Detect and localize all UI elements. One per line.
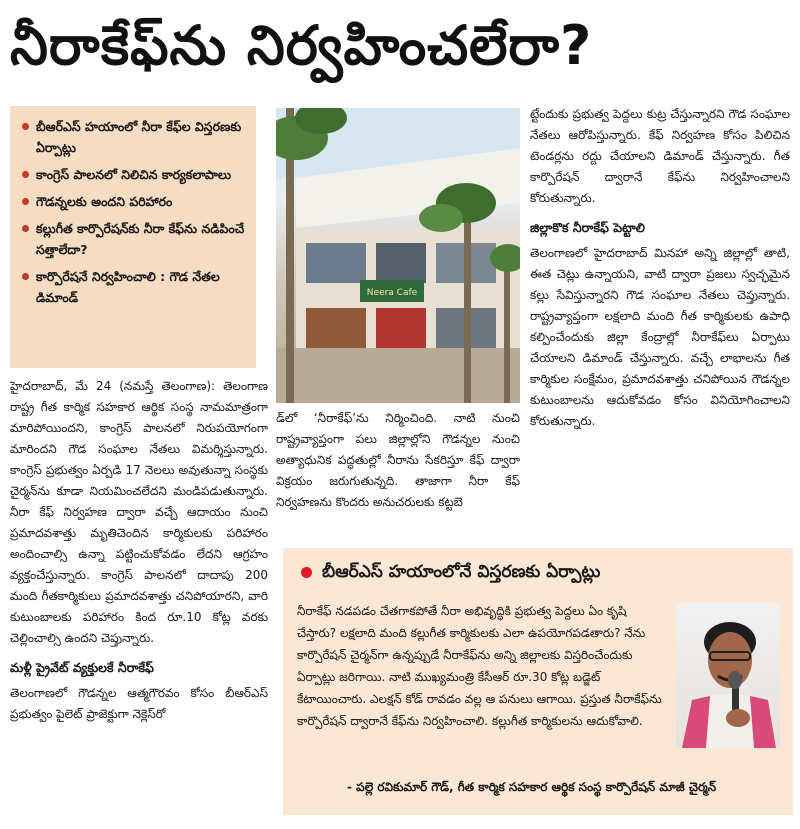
highlights-list: [20, 116, 248, 308]
highlights-box: [10, 106, 256, 368]
article-paragraph: డ్‌లో ‘నీరాకేఫ్‌’ను నిర్మించింది. నాటి నుంచి రాష్ట్రవ్యాప్తంగా పలు జిల్లాల్లోని గౌడన్నల నుంచి అత్యాధునిక పద్ధతుల్లో నీరాను సేకరిస్తూ కేఫ్‌ ద్వారా విక్రయం జరుగుతున్నది. తాజాగా నీరా కేఫ్‌ నిర్వహణను కొందరు అనుచరులకు కట్టబె: [276, 411, 520, 509]
headline: నీరాకేఫ్‌ను నిర్వహించలేరా?: [10, 14, 593, 77]
article-column-3: [530, 104, 790, 432]
neera-cafe-photo: [276, 108, 520, 403]
quote-callout-box: [283, 548, 793, 815]
callout-title-text: బీఆర్‌ఎస్‌ హయాంలోనే విస్తరణకు ఏర్పాట్లు: [322, 562, 601, 582]
subheading: మళ్లీ ప్రైవేట్‌ వ్యక్తులకే నీరాకేఫ్‌: [10, 660, 154, 675]
highlight-item: గౌడన్నలకు అందని పరిహారం: [20, 191, 248, 212]
article-column-2: [276, 408, 520, 513]
red-dot-icon: [301, 567, 312, 578]
article-paragraph: తెలంగాణలో గౌడన్నల ఆత్మగౌరవం కోసం బీఆర్‌ఎస్‌ ప్రభుత్వం పైలెట్‌ ప్రాజెక్టుగా నెక్లెస్‌రో: [10, 686, 268, 721]
cafe-sign: Neera Cafe: [366, 288, 418, 298]
callout-quote: నీరాకేఫ్‌ నడపడం చేతగాకపోతే నీరా అభివృద్ధికి ప్రభుత్వ పెద్దలు ఏం కృషి చేస్తారు? లక్షలాది మంది కల్లుగీత కార్మికులకు ఎలా ఉపయోగపడతారు? నేను కార్పొరేషన్‌ చైర్మన్‌గా ఉన్నప్పుడే నీరాకేఫ్‌ను అన్ని జిల్లాలకు విస్తరించేందుకు ఏర్పాట్లు జరిగాయి. నాటి ముఖ్యమంత్రి కేసీఆర్‌ రూ.30 కోట్ల బడ్జెట్‌ కేటాయించారు. ఎలక్షన్‌ కోడ్‌ రావడం వల్ల ఆ పనులు ఆగాయి. ప్రస్తుత నీరాకేఫ్‌ను కార్పొరేషన్‌ ద్వారానే కేఫ్‌ను నిర్వహించాలి. కల్లుగీత కార్మికులను ఆదుకోవాలి.: [297, 604, 662, 728]
callout-title: [301, 562, 600, 586]
article-paragraph: ట్టేందుకు ప్రభుత్వ పెద్దలు కుట్ర చేస్తున్నారని గౌడ సంఘాల నేతలు ఆరోపిస్తున్నారు. కేఫ్‌ నిర్వహణ కోసం పిలిచిన టెండర్లను రద్దు చేయాలని డిమాండ్‌ చేస్తున్నారు. గీత కార్పొరేషన్‌ ద్వారానే కేఫ్‌ను నిర్వహించాలని కోరుతున్నారు.: [530, 107, 790, 205]
subheading: జిల్లాకొక నీరాకేఫ్‌ పెట్టాలి: [530, 220, 645, 235]
article-paragraph: తెలంగాణలో హైదరాబాద్‌ మినహా అన్ని జిల్లాల్లో తాటి, ఈత చెట్లు ఉన్నాయని, వాటి ద్వారా ప్రజలు స్వచ్ఛమైన కల్లు సేవిస్తున్నారని గౌడ సంఘాల నేతలు చెప్తున్నారు. రాష్ట్రవ్యాప్తంగా లక్షలాది మంది గీత కార్మికులకు ఉపాధి కల్పించేందుకు జిల్లా కేంద్రాల్లో నీరాకేఫ్‌లు ఏర్పాటు చేయాలని డిమాండ్‌ చేస్తున్నారు. వచ్చే లాభాలను గీత కార్మికుల సంక్షేమం, ప్రమాదవశాత్తు చనిపోయిన గౌడన్నల కుటుంబాలను ఆదుకోవడం కోసం వినియోగించాలని కోరుతున్నారు.: [530, 246, 790, 428]
speaker-photo: [676, 602, 780, 748]
article-paragraph: హైదరాబాద్‌, మే 24 (నమస్తే తెలంగాణ): తెలంగాణ రాష్ట్ర గీత కార్మిక సహకార ఆర్థిక సంస్థ నామమాత్రంగా మారిపోయిందని, కాంగ్రెస్‌ పాలనలో నిరుపయోగంగా మారిందని గౌడ సంఘాల నేతలు విమర్శిస్తున్నారు. కాంగ్రెస్‌ ప్రభుత్వం ఏర్పడి 17 నెలలు అవుతున్నా సంస్థకు చైర్మన్‌ను కూడా నియమించలేదని మండిపడుతున్నారు. నీరా కేఫ్‌ నిర్వహణ ద్వారా వచ్చే ఆదాయం నుంచి ప్రమాదవశాత్తు మృతిచెందిన కార్మికులకు పరిహారం అందించాల్సి ఉన్నా పట్టించుకోవడం లేదని ఆగ్రహం వ్యక్తంచేస్తున్నారు. కాంగ్రెస్‌ పాలనలో దాదాపు 200 మంది గీతకార్మికులు ప్రమాదవశాత్తు చనిపోయారని, వారి కుటుంబాలకు పరిహారం కింద రూ.10 కోట్ల వరకు చెల్లించాల్సి ఉందని చెప్తున్నారు.: [10, 379, 268, 645]
speaker-illustration: [676, 602, 780, 748]
building-illustration: [276, 108, 520, 403]
highlight-item: బీఆర్‌ఎస్‌ హయాంలో నీరా కేఫ్‌ల విస్తరణకు ఏర్పాట్లు: [20, 116, 248, 158]
highlight-item: కాంగ్రెస్‌ పాలనలో నిలిచిన కార్యకలాపాలు: [20, 164, 248, 185]
article-column-1: [10, 376, 268, 725]
highlight-item: కార్పొరేషనే నిర్వహించాలి : గౌడ నేతల డిమాండ్‌: [20, 266, 248, 308]
highlight-item: కల్లుగీత కార్పొరేషన్‌కు నీరా కేఫ్‌ను నడిపించే సత్తాలేదా?: [20, 218, 248, 260]
callout-attribution: - పల్లె రవికుమార్‌ గౌడ్‌, గీత కార్మిక సహకార ఆర్థిక సంస్థ కార్పొరేషన్‌ మాజీ చైర్మన్‌: [347, 780, 717, 794]
